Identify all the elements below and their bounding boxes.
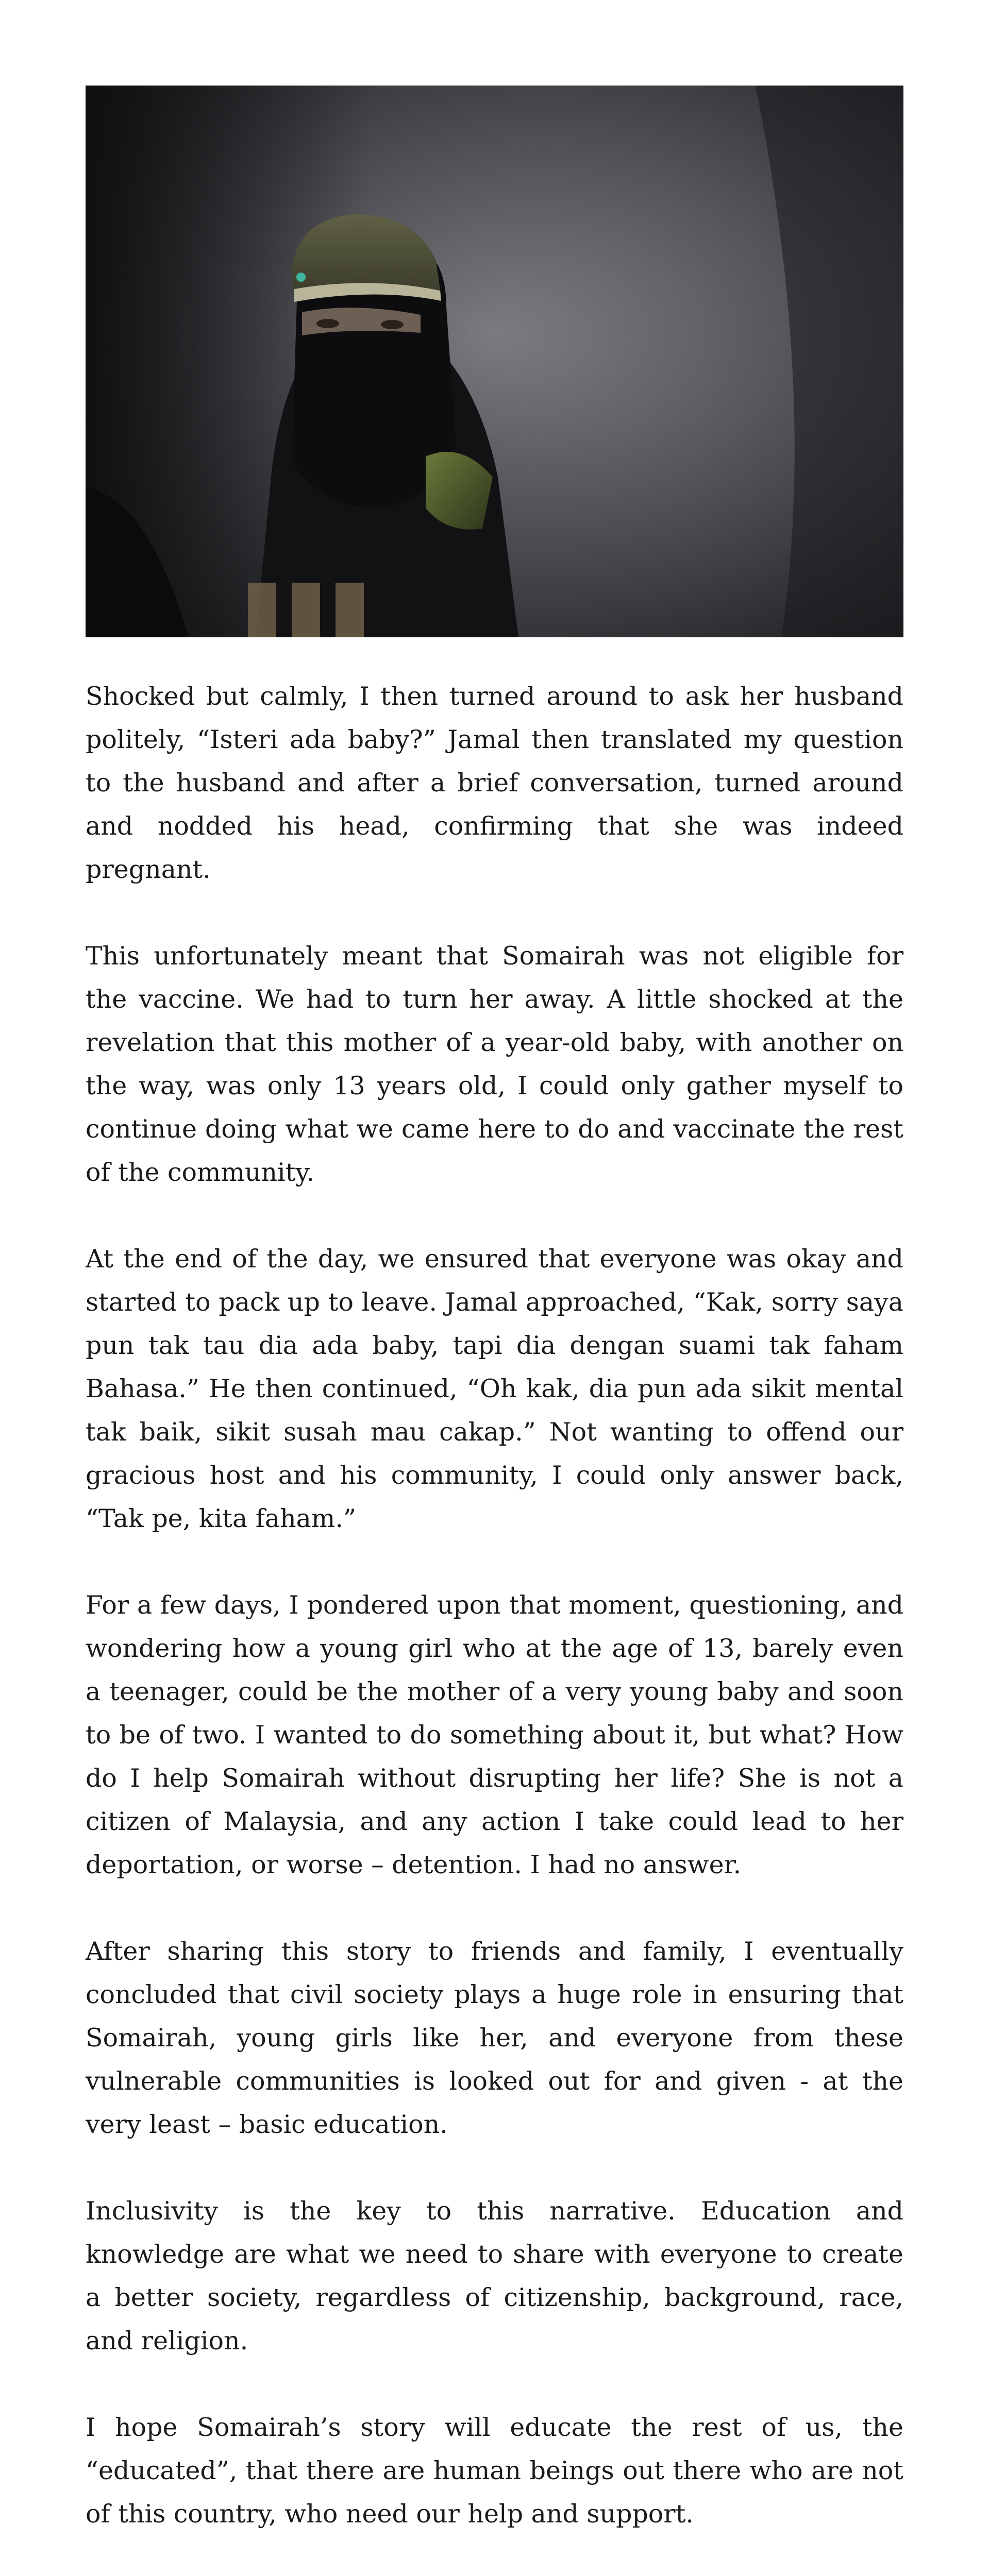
paragraph-2: This unfortunately meant that Somairah was not eligible for the vaccine. We had to turn her away. A little shocked at the revelation that this mother of a year-old baby, with another on the way, was only 13 years old, I could only gather myself to continue doing what we came here to do and vaccinate the rest of the community.: [86, 941, 903, 1187]
paragraph-3: At the end of the day, we ensured that everyone was okay and started to pack up to leave. Jamal approached, “Kak, sorry saya pun tak tau dia ada baby, tapi dia dengan suami tak faham Bahasa.” He then continued, “Oh kak, dia pun ada sikit mental tak baik, sikit susah mau cakap.” Not wanting to offend our gracious host and his community, I could only answer back, “Tak pe, kita faham.”: [86, 1244, 903, 1533]
paragraph-5: After sharing this story to friends and family, I eventually concluded that civil society plays a huge role in ensuring that Somairah, young girls like her, and everyone from these vulnerable communities is looked out for and given - at the very least – basic education.: [86, 1937, 903, 2139]
portrait-photo-image: [86, 86, 903, 637]
portrait-photo: [86, 86, 903, 637]
paragraph-7: I hope Somairah’s story will educate the rest of us, the “educated”, that there are human beings out there who are not of this country, who need our help and support.: [86, 2413, 903, 2529]
paragraph-6: Inclusivity is the key to this narrative. Education and knowledge are what we need to share with everyone to create a better society, regardless of citizenship, background, race, and religion.: [86, 2196, 903, 2355]
paragraph-4: For a few days, I pondered upon that moment, questioning, and wondering how a young girl who at the age of 13, barely even a teenager, could be the mother of a very young baby and soon to be of two. I wanted to do something about it, but what? How do I help Somairah without disrupting her life? She is not a citizen of Malaysia, and any action I take could lead to her deportation, or worse – detention. I had no answer.: [86, 1590, 903, 1879]
paragraph-1: Shocked but calmly, I then turned around to ask her husband politely, “Isteri ada baby?” Jamal then translated my question to the husband and after a brief conversation, turned around and nodded his head, confirming that she was indeed pregnant.: [86, 682, 903, 884]
article-body: [86, 675, 903, 2576]
